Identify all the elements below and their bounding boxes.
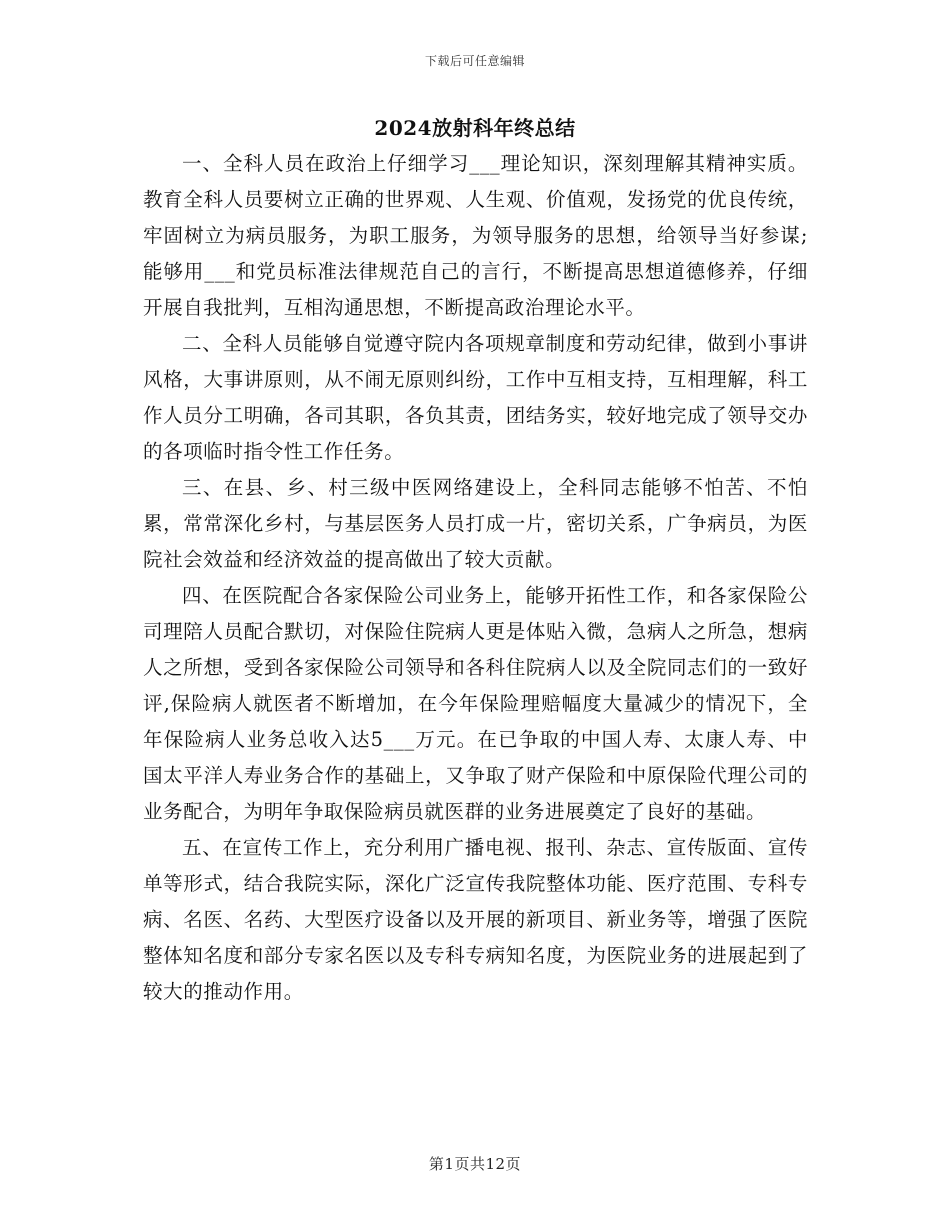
page-number-footer: 第1页共12页 (428, 1155, 522, 1173)
paragraph-2: 二、全科人员能够自觉遵守院内各项规章制度和劳动纪律，做到小事讲风格，大事讲原则，从不闹无原则纠纷，工作中互相支持，互相理解，科工作人员分工明确，各司其职，各负其责，团结务实，较好地完成了领导交办的各项临时指令性工作任务。 (143, 332, 808, 463)
paragraph-3: 三、在县、乡、村三级中医网络建设上，全科同志能够不怕苦、不怕累，常常深化乡村，与基层医务人员打成一片，密切关系，广争病员，为医院社会效益和经济效益的提高做出了较大贡献。 (143, 476, 808, 571)
document-title: 2024放射科年终总结 (374, 116, 576, 140)
document-body (143, 146, 808, 1010)
header-note: 下载后可任意编辑 (424, 54, 525, 68)
paragraph-1: 一、全科人员在政治上仔细学习___理论知识，深刻理解其精神实质。教育全科人员要树立正确的世界观、人生观、价值观，发扬党的优良传统，牢固树立为病员服务，为职工服务，为领导服务的思想，给领导当好参谋;能够用___和党员标准法律规范自己的言行，不断提高思想道德修养，仔细开展自我批判，互相沟通思想，不断提高政治理论水平。 (143, 152, 808, 319)
paragraph-4: 四、在医院配合各家保险公司业务上，能够开拓性工作，和各家保险公司理陪人员配合默切，对保险住院病人更是体贴入微，急病人之所急，想病人之所想，受到各家保险公司领导和各科住院病人以及全院同志们的一致好评,保险病人就医者不断增加，在今年保险理赔幅度大量减少的情况下，全年保险病人业务总收入达5___万元。在已争取的中国人寿、太康人寿、中国太平洋人寿业务合作的基础上，又争取了财产保险和中原保险代理公司的业务配合，为明年争取保险病员就医群的业务进展奠定了良好的基础。 (143, 584, 808, 823)
paragraph-5: 五、在宣传工作上，充分利用广播电视、报刊、杂志、宣传版面、宣传单等形式，结合我院实际，深化广泛宣传我院整体功能、医疗范围、专科专病、名医、名药、大型医疗设备以及开展的新项目、新业务等，增强了医院整体知名度和部分专家名医以及专科专病知名度，为医院业务的进展起到了较大的推动作用。 (143, 836, 808, 1003)
